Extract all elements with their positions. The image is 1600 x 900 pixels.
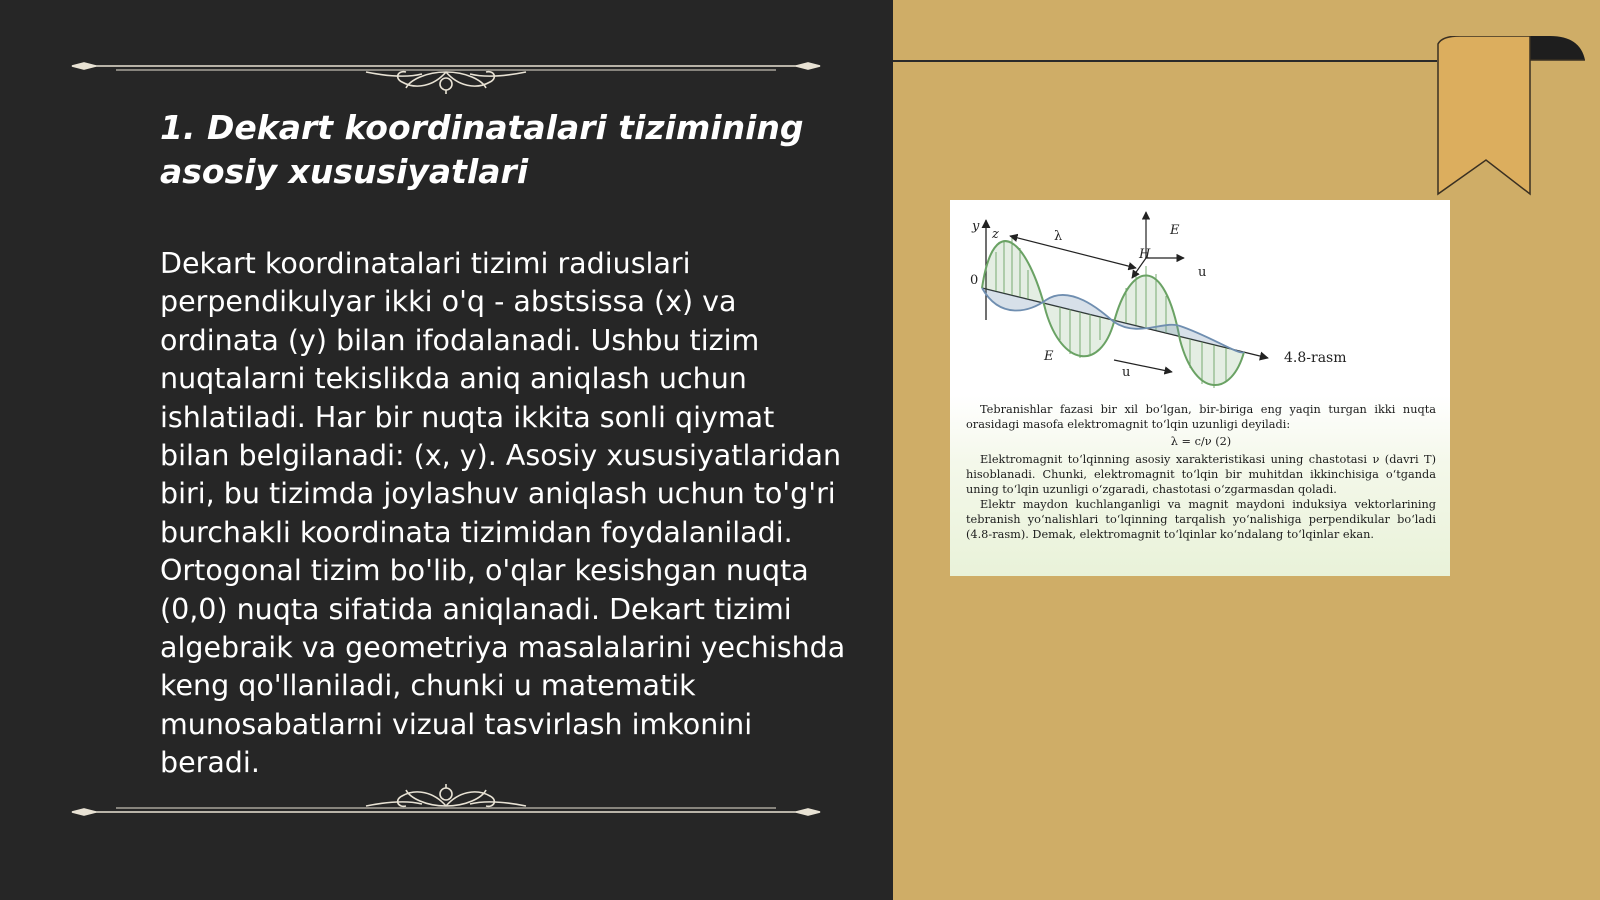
figure-number: 4.8-rasm [1284, 350, 1347, 366]
slide-body-paragraph: Dekart koordinatalari tizimi radiuslari perpendikulyar ikki o'q - abstsissa (x) va ordinata (y) bilan ifodalanadi. Ushbu tizim nuqtalarni tekislikda aniq aniqlash uchun ishlatiladi. Har bir nuqta ikkita sonli qiymat bilan belgilanadi: (x, y). Asosiy xususiyatlaridan biri, bu tizimda joylashuv aniqlash uchun to'g'ri burchakli koordinata tizimidan foydalaniladi. Ortogonal tizim bo'lib, o'qlar kesishgan nuqta (0,0) nuqta sifatida aniqlanadi. Dekart tizimi algebraik va geometriya masalalarini yechishda keng qo'llaniladi, chunki u matematik munosabatlarni vizual tasvirlash imkonini beradi. [160, 247, 846, 780]
em-wave-diagram [950, 200, 1450, 400]
label-z: z [992, 227, 999, 242]
caption-paragraph-1: Tebranishlar fazasi bir xil bo‘lgan, bir-biriga eng yaqin turgan ikki nuqta orasidagi masofa elektromagnit to‘lqin uzunligi deyiladi: [966, 403, 1436, 431]
label-e-top: E [1170, 223, 1180, 238]
label-origin: 0 [970, 273, 979, 288]
label-h: H [1139, 247, 1151, 262]
bookmark-ribbon-icon [1430, 36, 1600, 206]
bottom-scroll-ornament [66, 784, 826, 828]
slide-title: 1. Dekart koordinatalari tizimining asosiy xususiyatlari [160, 108, 804, 191]
figure-caption-text [966, 402, 1436, 542]
label-u-bottom: u [1122, 365, 1131, 380]
caption-paragraph-3: Elektr maydon kuchlanganligi va magnit maydoni induksiya vektorlarining tebranish yo‘nalishlari to‘lqinning tarqalish yo‘nalishiga perpendikular bo‘ladi (4.8-rasm). Demak, elektromagnit to‘lqinlar ko‘ndalang to‘lqinlar ekan. [966, 498, 1436, 541]
top-scroll-ornament [66, 50, 826, 94]
label-u-right: u [1198, 265, 1207, 280]
label-lambda: λ [1054, 229, 1063, 244]
wavelength-formula: λ = c/ν (2) [1170, 435, 1232, 448]
header-divider-line [893, 60, 1437, 62]
em-wave-figure [950, 200, 1450, 576]
label-y: y [972, 219, 980, 234]
caption-paragraph-2: Elektromagnit to‘lqinning asosiy xarakteristikasi uning chastotasi ν (davri T) hisoblanadi. Chunki, elektromagnit to‘lqin bir muhitdan ikkinchisiga o‘tganda uning to‘lqin uzunligi o‘zgaradi, chastotasi o‘zgarmasdan qoladi. [966, 453, 1436, 496]
label-e-bottom: E [1044, 349, 1054, 364]
